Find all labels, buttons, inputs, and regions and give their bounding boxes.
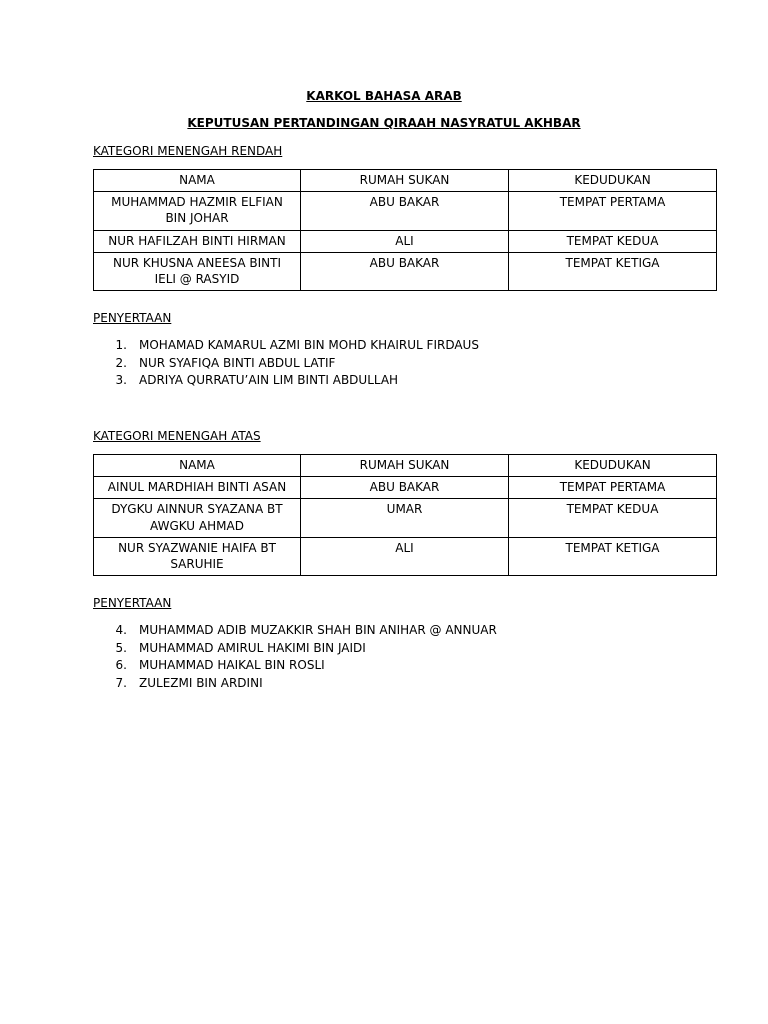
list-item-name: MUHAMMAD AMIRUL HAKIMI BIN JAIDI <box>139 640 366 655</box>
list-item-name: MUHAMMAD ADIB MUZAKKIR SHAH BIN ANIHAR @ ANNUAR <box>139 623 497 637</box>
list-item-name: NUR SYAFIQA BINTI ABDUL LATIF <box>139 355 336 370</box>
list-item-number: 3. <box>115 373 127 388</box>
participation-label: PENYERTAAN <box>93 311 172 325</box>
cell-house: ABU BAKAR <box>301 477 509 499</box>
cell-house: ALI <box>301 230 509 252</box>
cell-position: TEMPAT PERTAMA <box>509 477 717 499</box>
list-item-number: 2. <box>115 355 127 370</box>
cell-name: MUHAMMAD HAZMIR ELFIAN BIN JOHAR <box>94 192 301 230</box>
cell-house: ALI <box>301 537 509 575</box>
cell-name: NUR SYAZWANIE HAIFA BT SARUHIE <box>94 537 301 575</box>
list-item-number: 6. <box>115 658 127 673</box>
list-item-name: ADRIYA QURRATU’AIN LIM BINTI ABDULLAH <box>139 373 399 388</box>
table-row <box>94 537 717 575</box>
cell-name: NUR HAFILZAH BINTI HIRMAN <box>94 230 301 252</box>
column-header-position: KEDUDUKAN <box>509 455 717 477</box>
document-title: KARKOL BAHASA ARAB <box>306 89 462 103</box>
list-item-number: 5. <box>115 640 127 655</box>
results-table-upper-secondary <box>93 454 717 576</box>
cell-position: TEMPAT KETIGA <box>509 252 717 290</box>
list-item-name: MOHAMAD KAMARUL AZMI BIN MOHD KHAIRUL FIRDAUS <box>139 338 479 352</box>
list-item-name: ZULEZMI BIN ARDINI <box>139 676 263 691</box>
column-header-name: NAMA <box>94 455 301 477</box>
cell-name: AINUL MARDHIAH BINTI ASAN <box>94 477 301 499</box>
category-label-lower-secondary: KATEGORI MENENGAH RENDAH <box>93 144 283 158</box>
table-header-row <box>94 455 717 477</box>
table-row <box>94 252 717 290</box>
category-label-upper-secondary: KATEGORI MENENGAH ATAS <box>93 429 261 443</box>
column-header-position: KEDUDUKAN <box>509 170 717 192</box>
participation-label: PENYERTAAN <box>93 596 172 610</box>
results-table-lower-secondary <box>93 169 717 291</box>
list-item-number: 1. <box>115 338 127 352</box>
column-header-house: RUMAH SUKAN <box>301 455 509 477</box>
cell-position: TEMPAT KEDUA <box>509 499 717 537</box>
column-header-house: RUMAH SUKAN <box>301 170 509 192</box>
cell-name: DYGKU AINNUR SYAZANA BT AWGKU AHMAD <box>94 499 301 537</box>
cell-position: TEMPAT PERTAMA <box>509 192 717 230</box>
list-item-name: MUHAMMAD HAIKAL BIN ROSLI <box>139 658 325 673</box>
cell-position: TEMPAT KETIGA <box>509 537 717 575</box>
cell-name: NUR KHUSNA ANEESA BINTI IELI @ RASYID <box>94 252 301 290</box>
table-row <box>94 192 717 230</box>
cell-house: ABU BAKAR <box>301 192 509 230</box>
document-subtitle: KEPUTUSAN PERTANDINGAN QIRAAH NASYRATUL AKHBAR <box>187 116 581 130</box>
list-item-number: 7. <box>115 676 127 691</box>
table-row <box>94 477 717 499</box>
cell-house: UMAR <box>301 499 509 537</box>
table-header-row <box>94 170 717 192</box>
table-row <box>94 499 717 537</box>
table-row <box>94 230 717 252</box>
list-item-number: 4. <box>115 623 127 637</box>
column-header-name: NAMA <box>94 170 301 192</box>
cell-house: ABU BAKAR <box>301 252 509 290</box>
cell-position: TEMPAT KEDUA <box>509 230 717 252</box>
